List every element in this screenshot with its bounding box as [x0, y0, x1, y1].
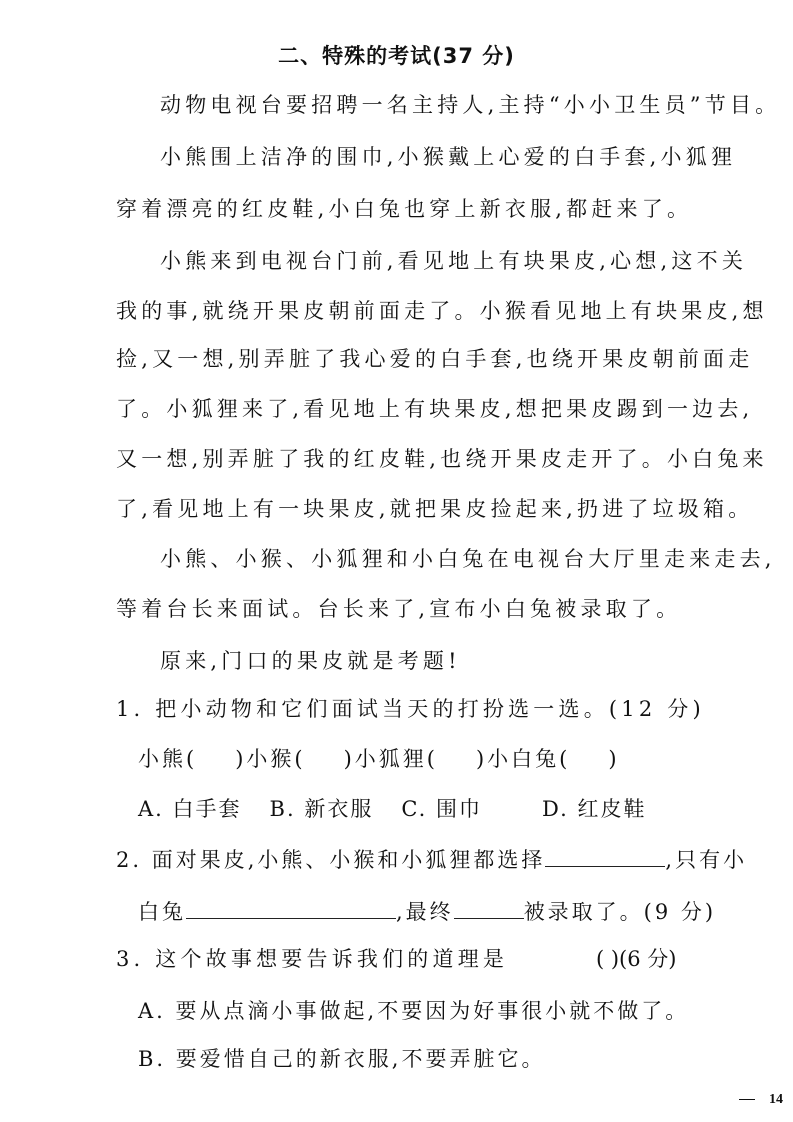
question-1-matching-row — [138, 744, 620, 774]
match-bear: 小熊( — [138, 747, 198, 771]
option-a: A. 白手套 — [138, 797, 242, 821]
option-c: C. 围巾 — [401, 797, 482, 821]
question-2-rabbit-text: 白兔 — [138, 900, 186, 924]
passage-paragraph-3-line-1: 小熊来到电视台门前,看见地上有块果皮,心想,这不关 — [160, 249, 748, 273]
question-3-stem: 3. 这个故事想要告诉我们的道理是 — [116, 947, 509, 971]
section-title: 二、特殊的考试(37 分) — [278, 44, 515, 68]
match-rabbit: )小白兔( — [475, 747, 571, 771]
question-2-stem: 2. 面对果皮,小熊、小猴和小狐狸都选择 — [116, 848, 546, 872]
passage-paragraph-3-line-6: 了,看见地上有一块果皮,就把果皮捡起来,扔进了垃圾箱。 — [116, 497, 754, 521]
passage-paragraph-2-line-1: 小熊围上洁净的围巾,小猴戴上心爱的白手套,小狐狸 — [160, 145, 737, 169]
question-2-text-continued: ,只有小 — [665, 848, 748, 872]
question-3-answer-bracket[interactable]: ( )(6 分) — [596, 947, 677, 971]
passage-paragraph-3-line-3: 捡,又一想,别弄脏了我心爱的白手套,也绕开果皮朝前面走 — [116, 347, 754, 371]
page-number-value: 14 — [769, 1092, 783, 1107]
passage-paragraph-3-line-4: 了。小狐狸来了,看见地上有块果皮,想把果皮踢到一边去, — [116, 397, 754, 421]
match-end: ) — [608, 747, 620, 771]
question-2-finally-text: ,最终 — [396, 900, 454, 924]
passage-paragraph-4-line-2: 等着台长来面试。台长来了,宣布小白兔被录取了。 — [116, 597, 682, 621]
question-3-option-b: B. 要爱惜自己的新衣服,不要弄脏它。 — [138, 1047, 546, 1071]
passage-paragraph-3-line-2: 我的事,就绕开果皮朝前面走了。小猴看见地上有块果皮,想 — [116, 299, 768, 323]
passage-paragraph-3-line-5: 又一想,别弄脏了我的红皮鞋,也绕开果皮走开了。小白兔来 — [116, 447, 768, 471]
option-b: B. 新衣服 — [269, 797, 374, 821]
passage-paragraph-2-line-2: 穿着漂亮的红皮鞋,小白兔也穿上新衣服,都赶来了。 — [116, 197, 693, 221]
question-1-stem: 1. 把小动物和它们面试当天的打扮选一选。(12 分) — [116, 697, 705, 721]
passage-paragraph-1: 动物电视台要招聘一名主持人,主持“小小卫生员”节目。 — [160, 93, 781, 117]
match-fox: )小狐狸( — [343, 747, 438, 771]
question-2-line-2 — [138, 896, 716, 927]
question-2-line-1 — [116, 844, 747, 875]
page-number — [739, 1092, 783, 1108]
answer-blank-rabbit[interactable] — [186, 896, 396, 919]
match-monkey: )小猴( — [235, 747, 306, 771]
passage-paragraph-5: 原来,门口的果皮就是考题! — [160, 649, 461, 673]
option-d: D. 红皮鞋 — [542, 797, 647, 821]
answer-blank-final[interactable] — [454, 896, 524, 919]
question-3-option-a: A. 要从点滴小事做起,不要因为好事很小就不做了。 — [138, 999, 690, 1023]
answer-blank-choice[interactable] — [545, 844, 665, 867]
passage-paragraph-4-line-1: 小熊、小猴、小狐狸和小白兔在电视台大厅里走来走去, — [160, 547, 776, 571]
page-number-dash — [739, 1099, 755, 1100]
question-2-end-text: 被录取了。(9 分) — [523, 900, 717, 924]
question-1-options — [138, 794, 646, 824]
